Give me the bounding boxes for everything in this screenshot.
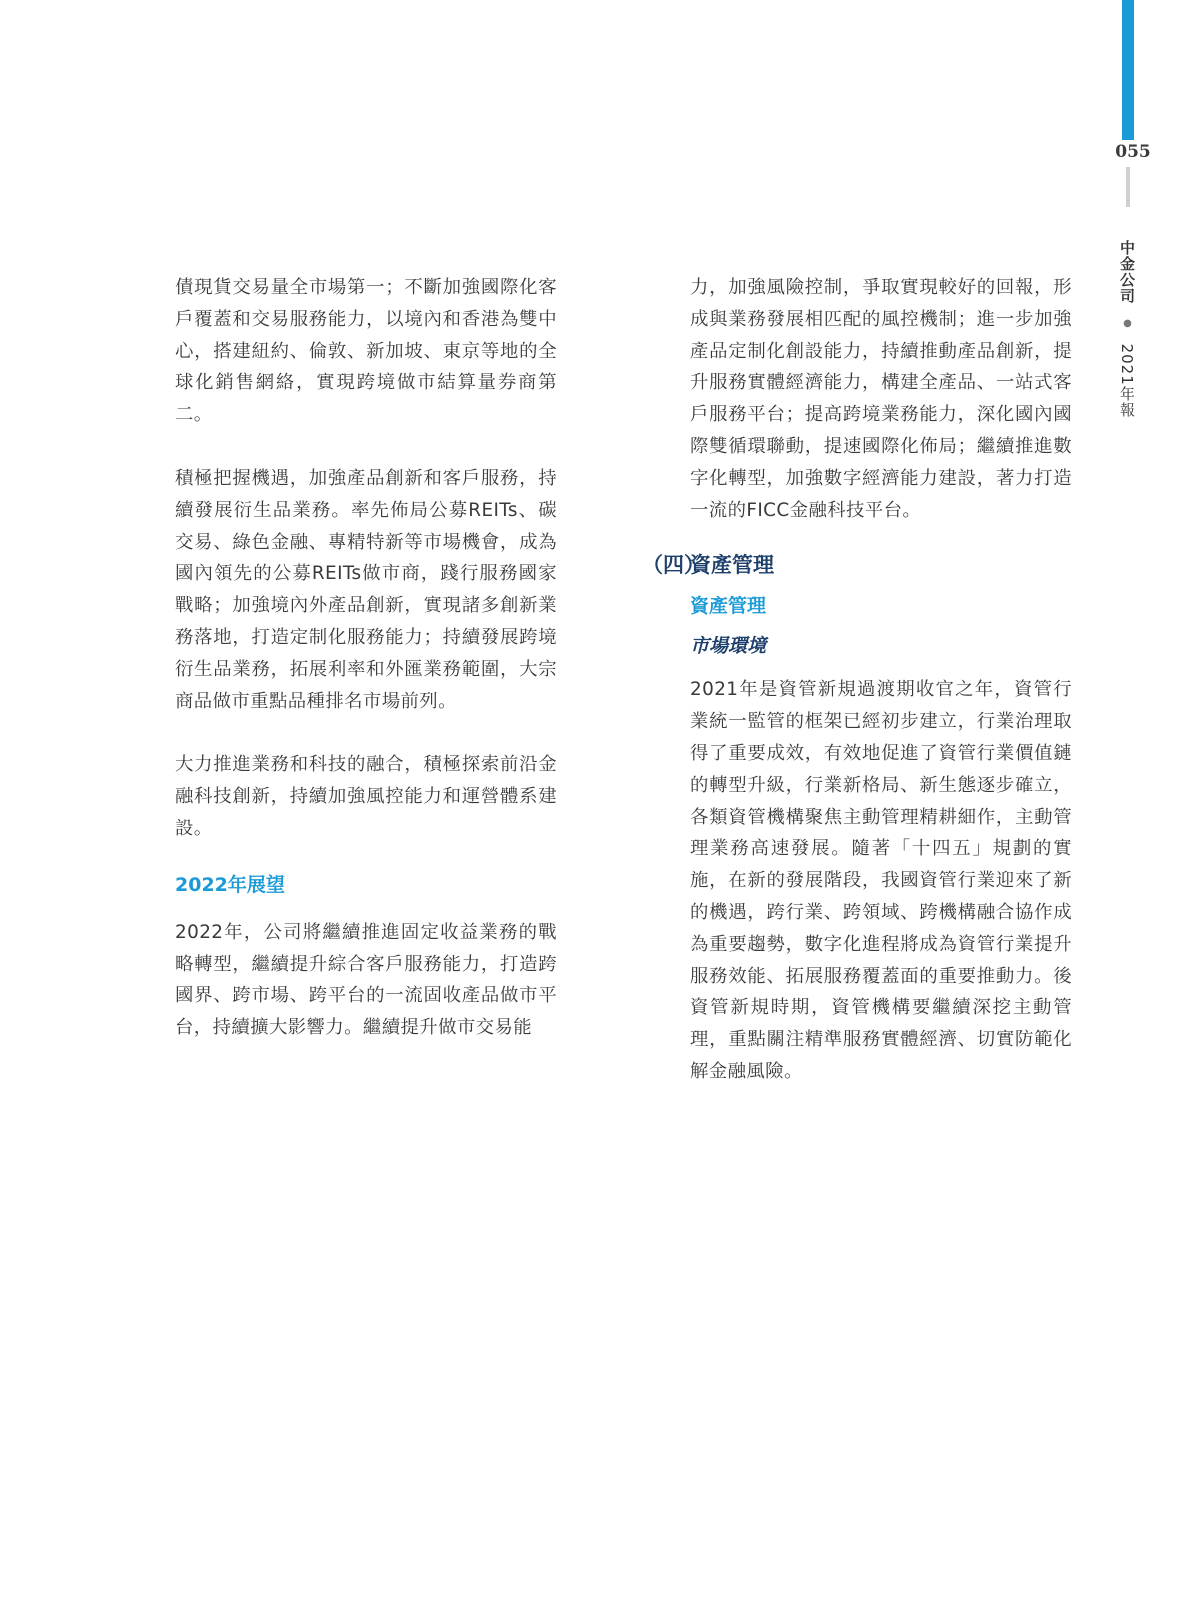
right-column xyxy=(642,272,1072,1088)
paragraph: 積極把握機遇，加強產品創新和客戶服務，持續發展衍生品業務。率先佈局公募REITs、碳交易、綠色金融、專精特新等市場機會，成為國內領先的公募REITs做市商，踐行服務國家戰略；加強境內外產品創新，實現諸多創新業務落地，打造定制化服務能力；持續發展跨境衍生品業務，拓展利率和外匯業務範圍，大宗商品做市重點品種排名市場前列。 xyxy=(175,467,557,712)
page-number: 055 xyxy=(1115,142,1151,162)
italic-heading: 市場環境 xyxy=(690,635,767,658)
report-title: 2021年報 xyxy=(1118,343,1136,418)
section-number: （四） xyxy=(642,553,705,578)
outlook-heading: 2022年展望 xyxy=(175,873,285,896)
paragraph: 大力推進業務和科技的融合，積極探索前沿金融科技創新，持續加強風控能力和運營體系建設。 xyxy=(175,754,557,839)
section-title: 資產管理 xyxy=(690,553,774,578)
paragraph: 債現貨交易量全市場第一；不斷加強國際化客戶覆蓋和交易服務能力，以境內和香港為雙中心，搭建紐約、倫敦、新加坡、東京等地的全球化銷售網絡，實現跨境做市結算量券商第二。 xyxy=(175,277,557,426)
paragraph: 力，加強風險控制，爭取實現較好的回報，形成與業務發展相匹配的風控機制；進一步加強產品定制化創設能力，持續推動產品創新，提升服務實體經濟能力，構建全產品、一站式客戶服務平台；提高跨境業務能力，深化國內國際雙循環聯動，提速國際化佈局；繼續推進數字化轉型，加強數字經濟能力建設，著力打造一流的FICC金融科技平台。 xyxy=(690,277,1072,521)
running-header xyxy=(1117,240,1138,418)
company-name: 中金公司 xyxy=(1118,240,1136,304)
left-column xyxy=(175,272,557,1044)
sub-heading: 資產管理 xyxy=(690,595,767,618)
paragraph: 2022年，公司將繼續推進固定收益業務的戰略轉型，繼續提升綜合客戶服務能力，打造跨國界、跨市場、跨平台的一流固收產品做市平台，持續擴大影響力。繼續提升做市交易能 xyxy=(175,921,557,1039)
paragraph: 2021年是資管新規過渡期收官之年，資管行業統一監管的框架已經初步建立，行業治理取得了重要成效，有效地促進了資管行業價值鏈的轉型升級，行業新格局、新生態逐步確立，各類資管機構聚焦主動管理精耕細作，主動管理業務高速發展。隨著「十四五」規劃的實施，在新的發展階段，我國資管行業迎來了新的機遇，跨行業、跨領域、跨機構融合協作成為重要趨勢，數字化進程將成為資管行業提升服務效能、拓展服務覆蓋面的重要推動力。後資管新規時期，資管機構要繼續深挖主動管理，重點關注精準服務實體經濟、切實防範化解金融風險。 xyxy=(690,679,1072,1082)
side-accent-bar xyxy=(1122,0,1134,140)
side-divider-bar xyxy=(1126,167,1130,207)
section-heading xyxy=(642,550,1072,580)
bullet-dot-icon: ● xyxy=(1122,317,1133,330)
